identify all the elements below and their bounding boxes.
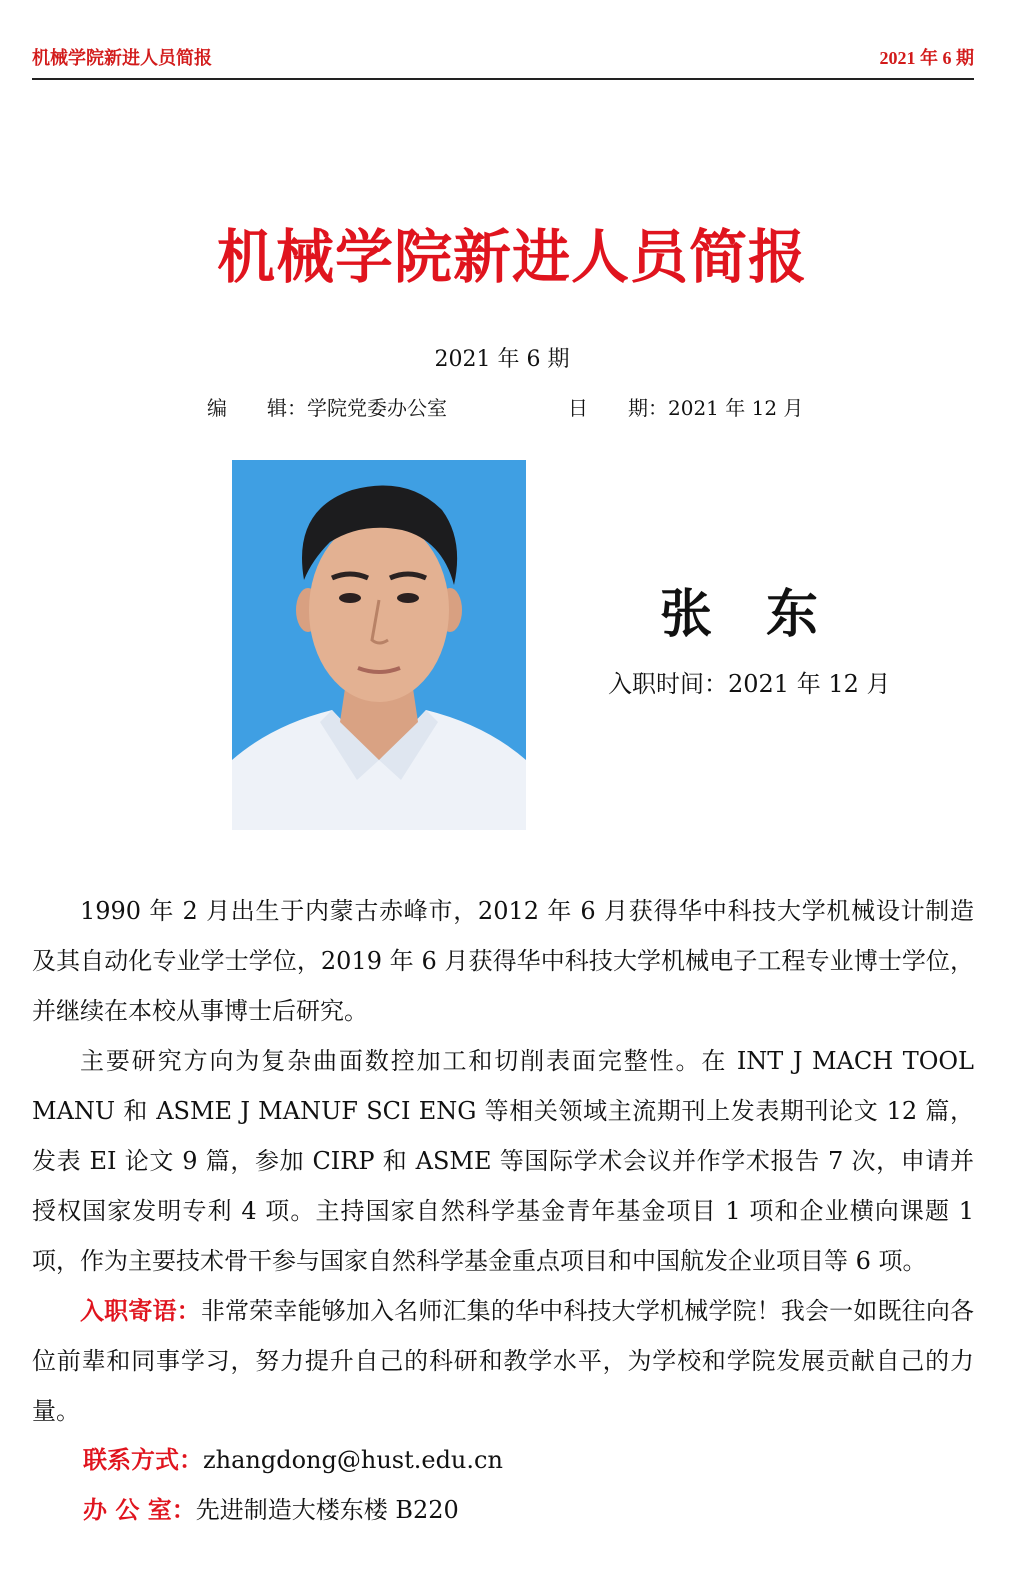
header-title: 机械学院新进人员简报 [32, 48, 212, 68]
join-label: 入职时间： [608, 670, 728, 698]
portrait-illustration [232, 460, 526, 830]
person-name: 张东 [660, 585, 873, 645]
bio-paragraph-research: 主要研究方向为复杂曲面数控加工和切削表面完整性。在 INT J MACH TOOL MANU 和 ASME J MANUF SCI ENG 等相关领域主流期刊上发表期刊论文 12 篇，发表 EI 论文 9 篇，参加 CIRP 和 ASME 等国际学术会议并作学术报告 7 次，申请并授权国家发明专利 4 项。主持国家自然科学基金青年基金项目 1 项和企业横向课题 1 项，作为主要技术骨干参与国家自然科学基金重点项目和中国航发企业项目等 6 项。 [32, 1047, 974, 1275]
header-issue: 2021 年 6 期 [879, 48, 974, 68]
contact-email[interactable]: zhangdong@hust.edu.cn [203, 1446, 503, 1474]
contact-line [83, 1440, 503, 1475]
bio-paragraph-education: 1990 年 2 月出生于内蒙古赤峰市，2012 年 6 月获得华中科技大学机械设计制造及其自动化专业学士学位，2019 年 6 月获得华中科技大学机械电子工程专业博士学位，并继续在本校从事博士后研究。 [32, 897, 974, 1025]
bulletin-title: 机械学院新进人员简报 [216, 223, 807, 291]
editor-value: 学院党委办公室 [307, 396, 447, 420]
join-date-line [608, 664, 891, 699]
office-value: 先进制造大楼东楼 B220 [195, 1496, 459, 1524]
join-value: 2021 年 12 月 [728, 670, 891, 698]
bio-paragraph-message [32, 1286, 974, 1436]
issue-number: 2021 年 6 期 [434, 347, 570, 372]
portrait-photo [232, 460, 526, 830]
date-label: 日 期： [568, 396, 668, 420]
date-line [568, 392, 803, 421]
running-header [32, 44, 974, 80]
message-text: 非常荣幸能够加入名师汇集的华中科技大学机械学院！我会一如既往向各位前辈和同事学习，努力提升自己的科研和教学水平，为学校和学院发展贡献自己的力量。 [32, 1297, 975, 1425]
office-label: 办 公 室： [83, 1495, 196, 1524]
editor-label: 编 辑： [207, 396, 307, 420]
contact-label: 联系方式： [83, 1445, 203, 1474]
office-line [83, 1490, 459, 1525]
editor-line [207, 392, 447, 421]
message-label: 入职寄语： [80, 1296, 201, 1325]
date-value: 2021 年 12 月 [668, 396, 804, 420]
bio-section [32, 886, 974, 1436]
